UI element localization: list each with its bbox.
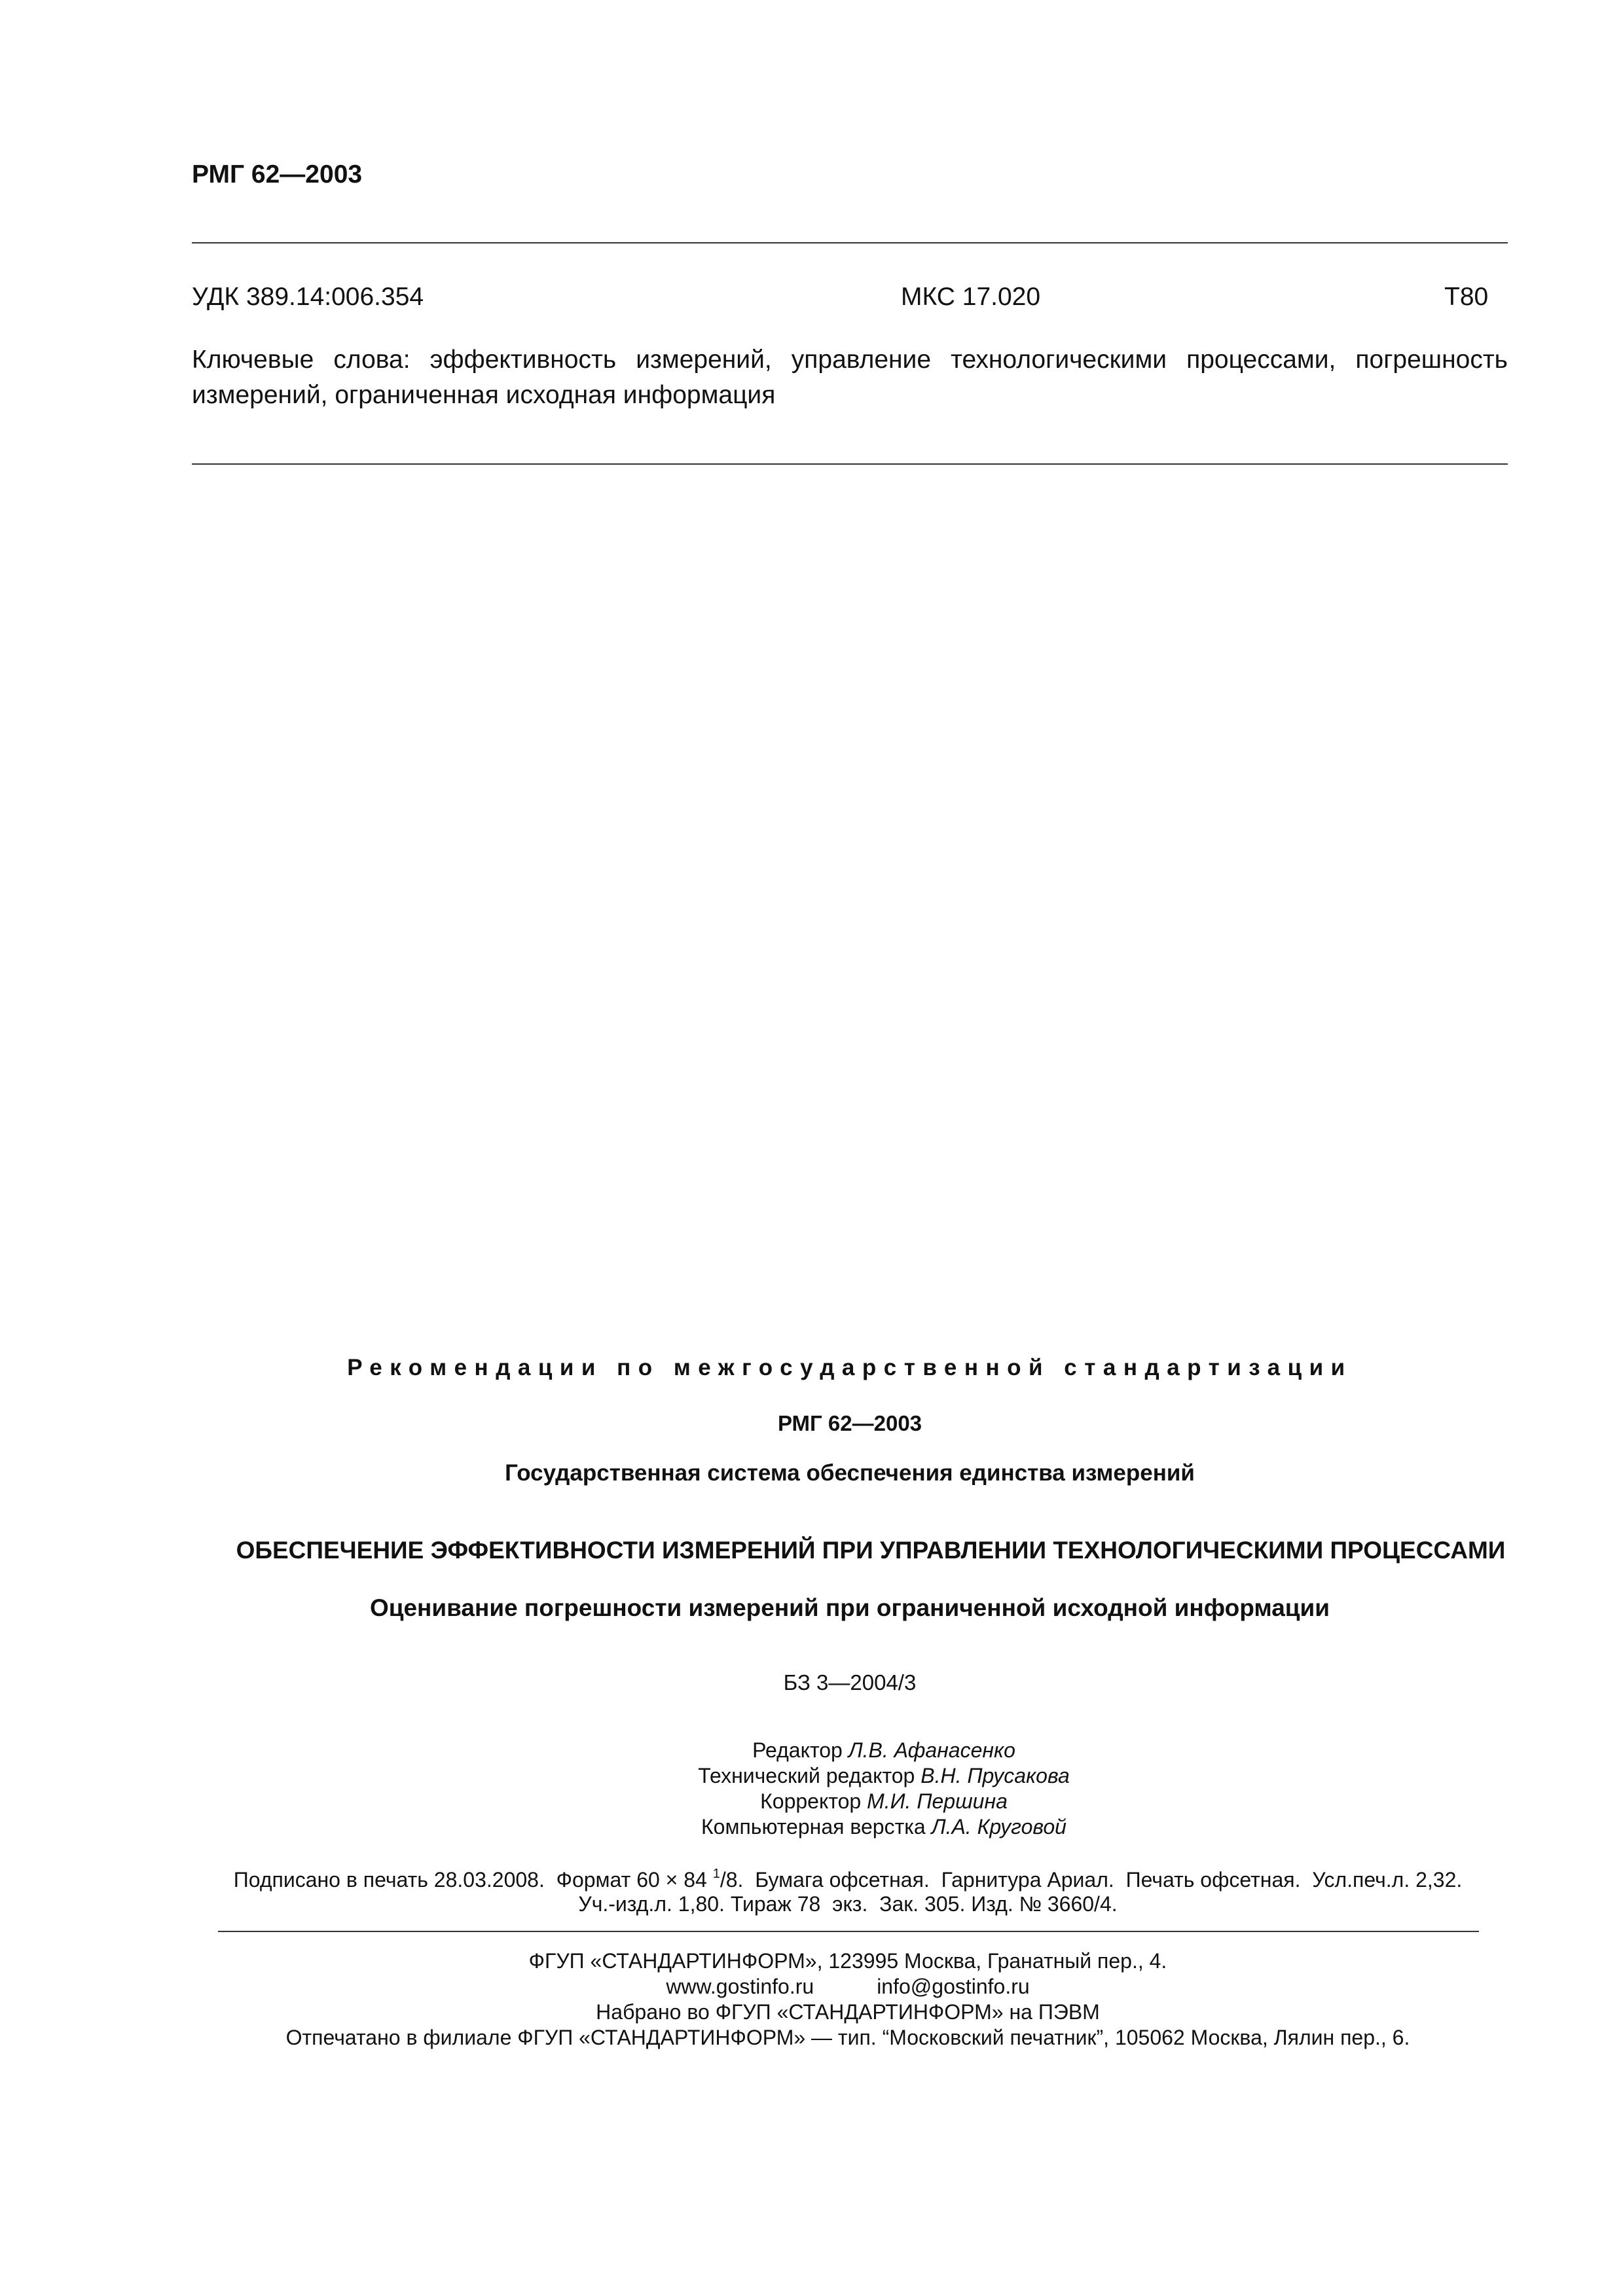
printing-details <box>196 1867 1499 1892</box>
format-superscript: 1 <box>712 1867 720 1881</box>
keywords-divider <box>192 463 1508 465</box>
mks-code: МКС 17.020 <box>901 283 1041 311</box>
bz-number: БЗ 3—2004/3 <box>783 1670 917 1695</box>
top-divider <box>192 242 1508 243</box>
credit-role: Редактор <box>752 1738 843 1762</box>
credits-block <box>354 1738 1414 1840</box>
credit-line <box>354 1763 1414 1789</box>
printing-signed: Подписано в печать 28.03.2008. Формат 60 × 84 <box>233 1868 713 1892</box>
series-title: Рекомендации по межгосударственной стандартизации <box>347 1355 1353 1380</box>
document-code-repeat: РМГ 62—2003 <box>777 1411 922 1435</box>
credit-name: М.И. Першина <box>867 1789 1008 1813</box>
edition-details: Уч.-изд.л. 1,80. Тираж 78 экз. Зак. 305. Изд. № 3660/4. <box>578 1892 1118 1916</box>
main-title: ОБЕСПЕЧЕНИЕ ЭФФЕКТИВНОСТИ ИЗМЕРЕНИЙ ПРИ УПРАВЛЕНИИ ТЕХНОЛОГИЧЕСКИМИ ПРОЦЕССАМИ <box>236 1537 1506 1564</box>
website-link[interactable]: www.gostinfo.ru <box>666 1975 814 1998</box>
keywords: Ключевые слова: эффективность измерений, управление технологическими процессами, погрешность измерений, ограниченная исходная информация <box>192 346 1508 409</box>
credit-role: Технический редактор <box>698 1764 915 1787</box>
credit-name: Л.В. Афанасенко <box>848 1738 1015 1762</box>
udk-code: УДК 389.14:006.354 <box>192 283 424 311</box>
credit-name: Л.А. Круговой <box>931 1815 1067 1839</box>
subtitle: Оценивание погрешности измерений при ограниченной исходной информации <box>369 1594 1330 1621</box>
publisher-contacts <box>196 1975 1499 1999</box>
system-title: Государственная система обеспечения единства измерений <box>505 1460 1195 1486</box>
credit-line <box>354 1789 1414 1814</box>
typeset-info: Набрано во ФГУП «СТАНДАРТИНФОРМ» на ПЭВМ <box>596 2000 1100 2024</box>
credit-role: Компьютерная верстка <box>701 1815 926 1839</box>
credit-line <box>354 1814 1414 1840</box>
email-link[interactable]: info@gostinfo.ru <box>877 1975 1030 1998</box>
printing-paper: /8. Бумага офсетная. Гарнитура Ариал. Печать офсетная. Усл.печ.л. 2,32. <box>720 1868 1463 1892</box>
document-code: РМГ 62—2003 <box>192 160 363 188</box>
publisher-address: ФГУП «СТАНДАРТИНФОРМ», 123995 Москва, Гранатный пер., 4. <box>528 1949 1167 1973</box>
credit-role: Корректор <box>760 1789 862 1813</box>
credit-line <box>354 1738 1414 1763</box>
group-code: Т80 <box>1444 283 1489 311</box>
printed-info: Отпечатано в филиале ФГУП «СТАНДАРТИНФОРМ» — тип. “Московский печатник”, 105062 Москва, Лялин пер., 6. <box>285 2026 1410 2049</box>
credit-name: В.Н. Прусакова <box>921 1764 1070 1787</box>
publisher-divider <box>218 1931 1479 1932</box>
